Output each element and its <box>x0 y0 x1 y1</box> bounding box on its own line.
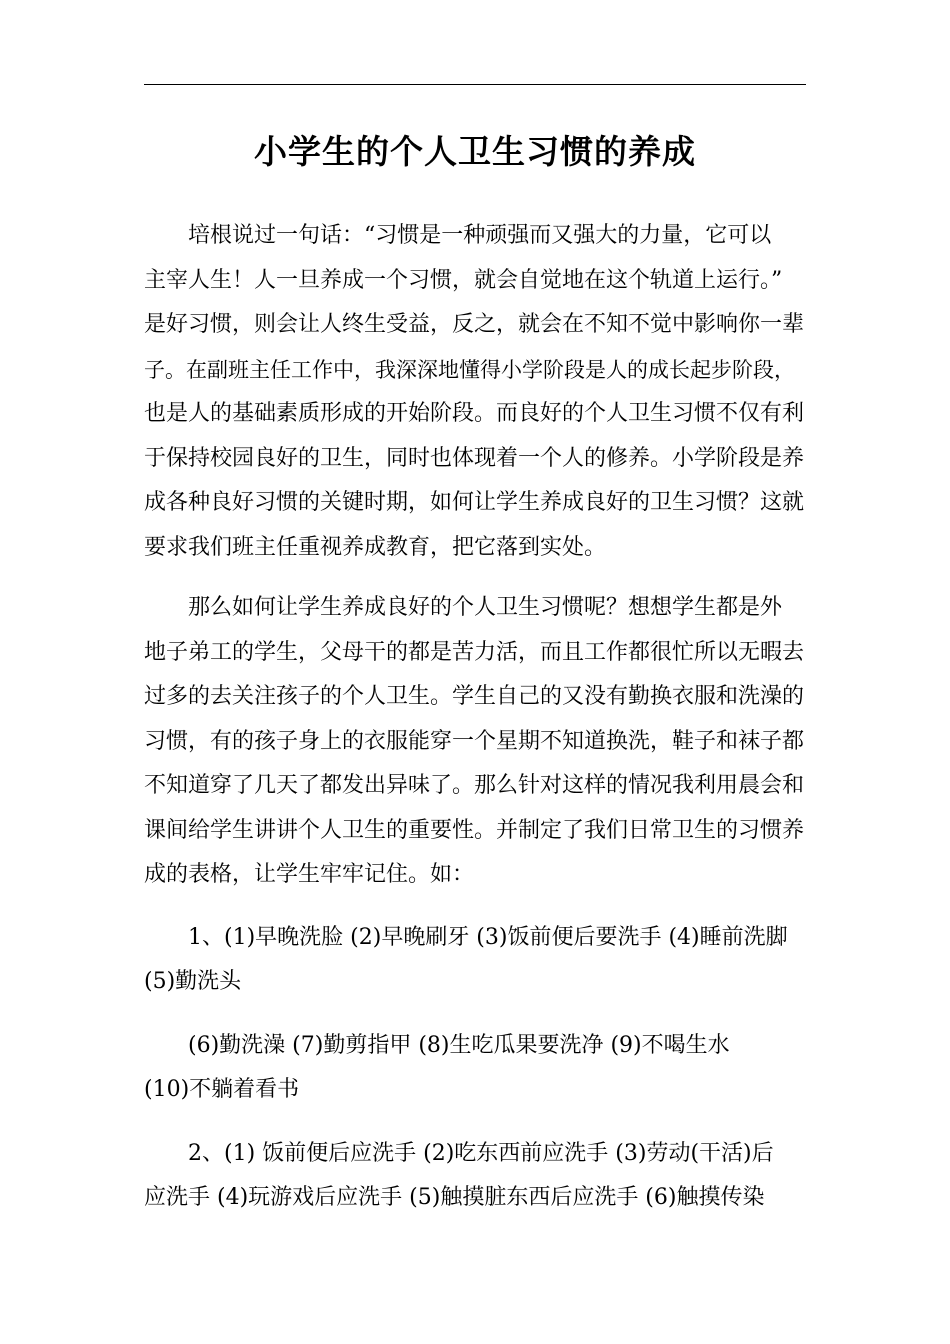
paragraph-2 <box>144 586 806 898</box>
list-line: (6)勤洗澡 (7)勤剪指甲 (8)生吃瓜果要洗净 (9)不喝生水 <box>144 1033 730 1058</box>
paragraph-line: 地子弟工的学生，父母干的都是苦力活，而且工作都很忙所以无暇去 <box>144 639 805 665</box>
paragraph-line: 是好习惯，则会让人终生受益，反之，就会在不知不觉中影响你一辈 <box>144 312 805 337</box>
paragraph-line: 不知道穿了几天了都发出异味了。那么针对这样的情况我利用晨会和 <box>144 773 805 798</box>
paragraph-line: 于保持校园良好的卫生，同时也体现着一个人的修养。小学阶段是养 <box>144 445 805 471</box>
list-line: (5)勤洗头 <box>144 969 242 994</box>
habit-list-2 <box>144 1132 806 1220</box>
list-line: (10)不躺着看书 <box>144 1077 300 1102</box>
list-line: 应洗手 (4)玩游戏后应洗手 (5)触摸脏东西后应洗手 (6)触摸传染 <box>144 1185 765 1210</box>
paragraph-line: 主宰人生！人一旦养成一个习惯，就会自觉地在这个轨道上运行。” <box>144 267 783 293</box>
habit-list-1b <box>144 1024 806 1112</box>
paragraph-1 <box>144 214 806 570</box>
habit-list-1a <box>144 916 806 1004</box>
paragraph-line: 也是人的基础素质形成的开始阶段。而良好的个人卫生习惯不仅有利 <box>144 401 805 426</box>
paragraph-line: 习惯，有的孩子身上的衣服能穿一个星期不知道换洗，鞋子和袜子都 <box>144 728 805 754</box>
list-line: 2、(1) 饭前便后应洗手 (2)吃东西前应洗手 (3)劳动(干活)后 <box>144 1141 774 1166</box>
header-rule <box>144 84 806 85</box>
paragraph-line: 过多的去关注孩子的个人卫生。学生自己的又没有勤换衣服和洗澡的 <box>144 684 805 709</box>
paragraph-line: 成的表格，让学生牢牢记住。如： <box>144 862 475 887</box>
list-line: 1、(1)早晚洗脸 (2)早晚刷牙 (3)饭前便后要洗手 (4)睡前洗脚 <box>144 925 788 950</box>
paragraph-line: 要求我们班主任重视养成教育，把它落到实处。 <box>144 534 607 560</box>
paragraph-line: 成各种良好习惯的关键时期，如何让学生养成良好的卫生习惯？这就 <box>144 490 805 515</box>
paragraph-line: 课间给学生讲讲个人卫生的重要性。并制定了我们日常卫生的习惯养 <box>144 817 805 843</box>
paragraph-line: 子。在副班主任工作中，我深深地懂得小学阶段是人的成长起步阶段， <box>144 357 795 382</box>
document-title: 小学生的个人卫生习惯的养成 <box>254 132 696 171</box>
paragraph-line: 培根说过一句话：“习惯是一种顽强而又强大的力量，它可以 <box>144 223 772 248</box>
paragraph-line: 那么如何让学生养成良好的个人卫生习惯呢？想想学生都是外 <box>144 595 783 620</box>
